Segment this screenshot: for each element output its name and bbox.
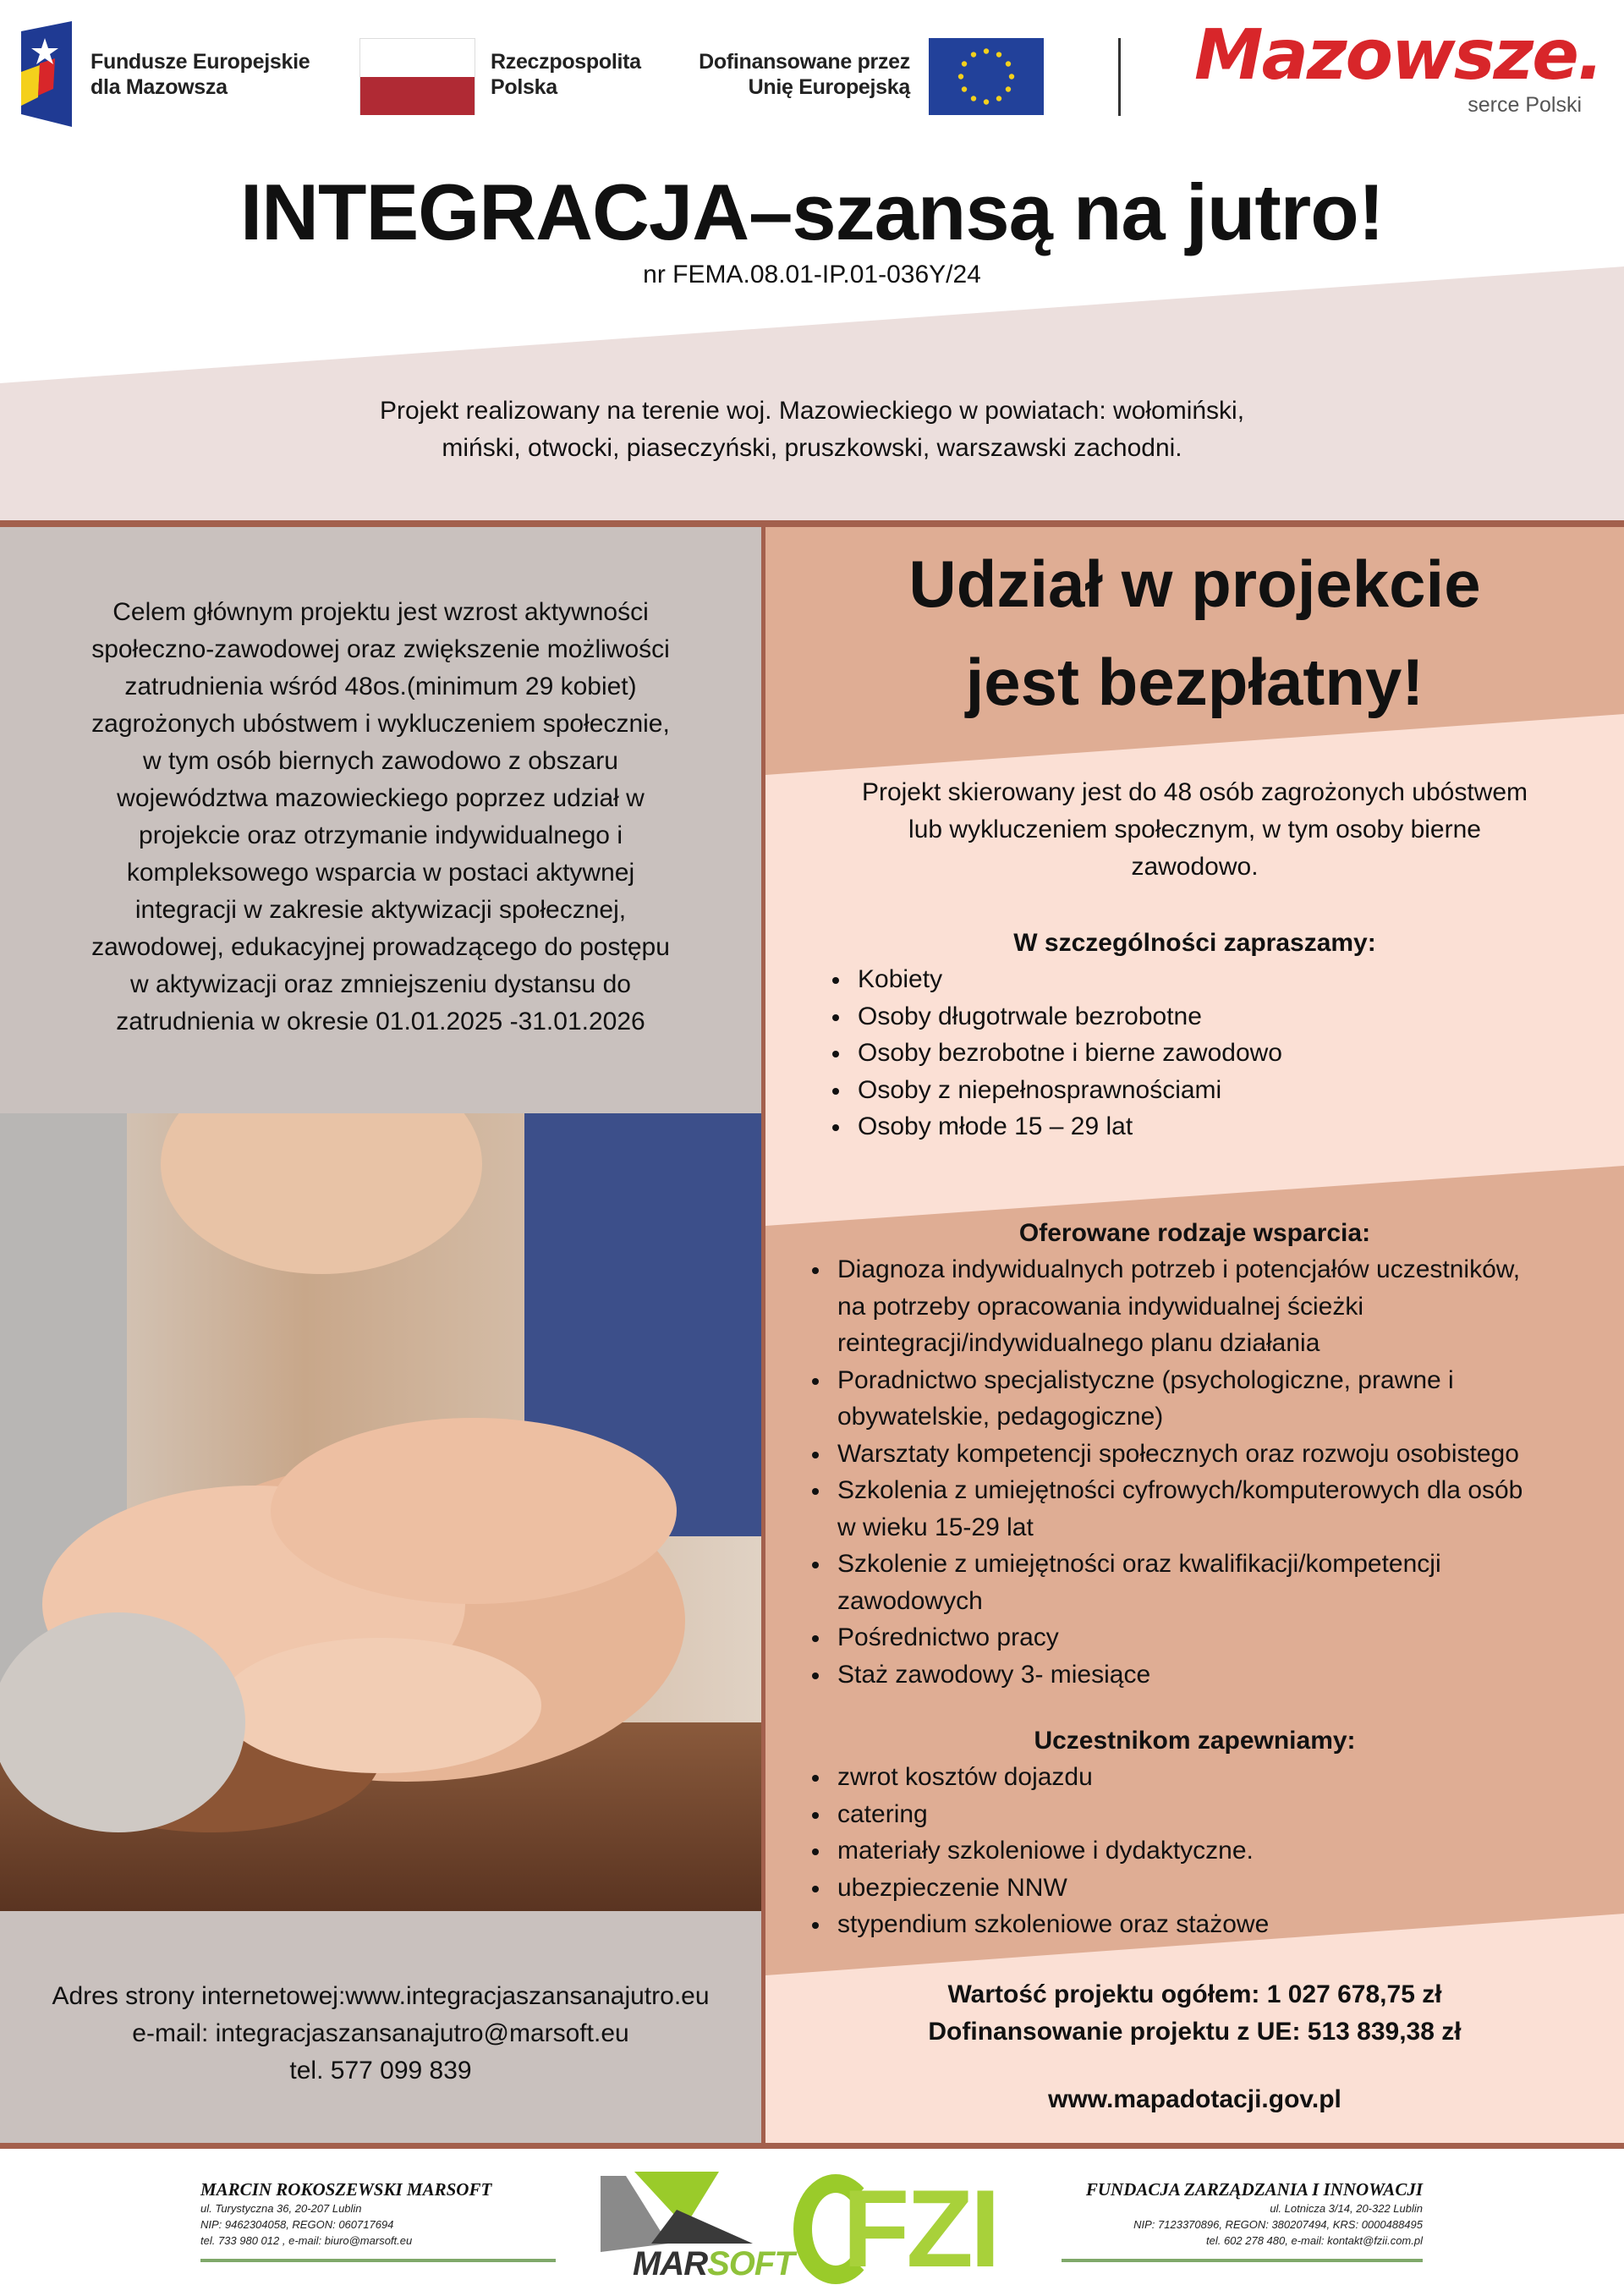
- fzi-phone-email: tel. 602 278 480, e-mail: kontakt@fzii.com.pl: [1206, 2234, 1423, 2247]
- goal-line: zatrudnienia w okresie 01.01.2025 -31.01.2026: [116, 1008, 645, 1035]
- pl-line: Polska: [491, 75, 557, 99]
- list-item: w wieku 15-29 lat: [837, 1513, 1034, 1541]
- area-text: Projekt realizowany na terenie woj. Mazowieckiego w powiatach: wołomiński,: [379, 397, 1245, 425]
- eu-star: [1006, 61, 1011, 66]
- list-item: zwrot kosztów dojazdu: [837, 1759, 1269, 1796]
- target-text: Projekt skierowany jest do 48 osób zagrożonych ubóstwem: [861, 778, 1528, 806]
- email-link[interactable]: e-mail: integracjaszansanajutro@marsoft.eu: [132, 2019, 629, 2047]
- eu-line: Dofinansowane przez: [699, 50, 910, 74]
- goal-line: integracji w zakresie aktywizacji społecznej,: [134, 896, 627, 924]
- marsoft-mark-icon: [601, 2159, 812, 2252]
- goal-line: województwa mazowieckiego poprzez udział w: [117, 784, 645, 812]
- project-value: Wartość projektu ogółem: 1 027 678,75 zł: [947, 1980, 1442, 2008]
- fe-logo-icon: [21, 21, 74, 127]
- list-item: Osoby z niepełnosprawnościami: [858, 1072, 1282, 1109]
- list-item: na potrzeby opracowania indywidualnej ścieżki: [837, 1292, 1364, 1321]
- list-item: Diagnoza indywidualnych potrzeb i potencjałów uczestników,: [837, 1251, 1522, 1288]
- goal-line: kompleksowego wsparcia w postaci aktywnej: [126, 859, 635, 887]
- eu-star: [984, 99, 989, 104]
- marsoft-address: ul. Turystyczna 36, 20-207 Lublin: [200, 2202, 362, 2215]
- eu-funding: Dofinansowanie projektu z UE: 513 839,38 zł: [928, 2018, 1462, 2046]
- list-item: Poradnictwo specjalistyczne (psychologiczne, prawne i: [837, 1362, 1522, 1399]
- free-heading: jest bezpłatny!: [965, 645, 1424, 719]
- divider-top: [0, 520, 1624, 527]
- target-text: zawodowo.: [1131, 853, 1259, 881]
- list-item: Osoby bezrobotne i bierne zawodowo: [858, 1035, 1282, 1072]
- list-item: ubezpieczenie NNW: [837, 1870, 1269, 1907]
- marsoft-logo: [601, 2159, 812, 2286]
- marsoft-logo-mar: MAR: [633, 2245, 708, 2282]
- pl-text: [491, 49, 641, 100]
- list-item: obywatelskie, pedagogiczne): [837, 1403, 1164, 1431]
- eu-text: [699, 49, 910, 100]
- list-item: Szkolenie z umiejętności oraz kwalifikacji/kompetencji: [837, 1546, 1522, 1583]
- pl-line: Rzeczpospolita: [491, 50, 641, 74]
- portal-link[interactable]: www.mapadotacji.gov.pl: [1048, 2085, 1341, 2113]
- fzi-address: ul. Lotnicza 3/14, 20-322 Lublin: [1270, 2202, 1423, 2215]
- eu-star: [984, 48, 989, 53]
- eu-star: [971, 52, 976, 57]
- fzi-logo-text: FZI: [842, 2167, 997, 2290]
- goal-line: zatrudnienia wśród 48os.(minimum 29 kobiet): [124, 673, 637, 700]
- green-rule: [1062, 2259, 1423, 2262]
- list-item: Staż zawodowy 3- miesiące: [837, 1656, 1522, 1694]
- fzi-ids: NIP: 7123370896, REGON: 380207494, KRS: 0000488495: [1133, 2218, 1423, 2231]
- list-item: zawodowych: [837, 1586, 983, 1615]
- support-heading: Oferowane rodzaje wsparcia:: [1018, 1219, 1371, 1247]
- phone-number: tel. 577 099 839: [289, 2057, 472, 2085]
- goal-text: [0, 594, 761, 1041]
- list-item: Pośrednictwo pracy: [837, 1619, 1522, 1656]
- eu-star: [971, 96, 976, 101]
- list-item: Szkolenia z umiejętności cyfrowych/komputerowych dla osób: [837, 1472, 1522, 1509]
- mazowsze-logo: Mazowsze.: [1194, 15, 1603, 96]
- eu-star: [962, 61, 967, 66]
- green-rule: [200, 2259, 556, 2262]
- goal-line: społeczno-zawodowej oraz zwiększenie możliwości: [91, 635, 670, 663]
- hands-photo: [0, 1113, 761, 1911]
- list-item: Osoby długotrwale bezrobotne: [858, 998, 1282, 1035]
- goal-line: w aktywizacji oraz zmniejszeniu dystansu do: [130, 970, 631, 998]
- page-title: INTEGRACJA–szansą na jutro!: [240, 168, 1384, 256]
- list-item: catering: [837, 1796, 1269, 1833]
- marsoft-ids: NIP: 9462304058, REGON: 060717694: [200, 2218, 394, 2231]
- eu-star: [1009, 74, 1014, 79]
- marsoft-logo-soft: SOFT: [707, 2245, 794, 2282]
- logo-divider: [1118, 38, 1121, 116]
- list-item: Osoby młode 15 – 29 lat: [858, 1108, 1282, 1145]
- goal-line: projekcie oraz otrzymanie indywidualnego i: [139, 821, 623, 849]
- marsoft-name: MARCIN ROKOSZEWSKI MARSOFT: [200, 2179, 492, 2200]
- eu-star: [996, 52, 1001, 57]
- eu-line: Unię Europejską: [748, 75, 910, 99]
- marsoft-contact: [200, 2179, 556, 2262]
- list-item: stypendium szkoleniowe oraz stażowe: [837, 1906, 1269, 1943]
- divider-bottom: [0, 2143, 1624, 2149]
- fzi-logo: [793, 2167, 1013, 2290]
- fzi-name: FUNDACJA ZARZĄDZANIA I INNOWACJI: [1085, 2179, 1423, 2200]
- list-item: Kobiety: [858, 961, 1282, 998]
- eu-star: [996, 96, 1001, 101]
- support-list: [837, 1251, 1522, 1693]
- provide-heading: Uczestnikom zapewniamy:: [1034, 1727, 1356, 1755]
- marsoft-phone-email: tel. 733 980 012 , e-mail: biuro@marsoft.eu: [200, 2234, 413, 2247]
- polish-flag-icon: [359, 38, 475, 115]
- eu-star: [1006, 86, 1011, 91]
- target-text: lub wykluczeniem społecznym, w tym osoby bierne: [908, 816, 1481, 843]
- area-band: [0, 254, 1624, 525]
- fe-logo-text: [91, 49, 310, 100]
- fe-line: Fundusze Europejskie: [91, 50, 310, 74]
- goal-line: Celem głównym projektu jest wzrost aktywności: [112, 598, 649, 626]
- invite-list: [858, 961, 1282, 1145]
- invite-heading: W szczególności zapraszamy:: [1013, 929, 1376, 957]
- website-link[interactable]: Adres strony internetowej:www.integracjaszansanajutro.eu: [52, 1982, 710, 2010]
- eu-star: [958, 74, 963, 79]
- goal-line: zawodowej, edukacyjnej prowadzącego do postępu: [91, 933, 670, 961]
- fe-line: dla Mazowsza: [91, 75, 228, 99]
- list-item: reintegracji/indywidualnego planu działania: [837, 1329, 1320, 1357]
- fzi-contact: [1062, 2179, 1423, 2262]
- goal-line: w tym osób biernych zawodowo z obszaru: [143, 747, 618, 775]
- provide-list: [837, 1759, 1269, 1943]
- goal-line: zagrożonych ubóstwem i wykluczeniem społecznie,: [91, 710, 670, 738]
- mazowsze-tagline: serce Polski: [1468, 93, 1582, 117]
- area-text: miński, otwocki, piaseczyński, pruszkowski, warszawski zachodni.: [442, 434, 1182, 462]
- project-number: nr FEMA.08.01-IP.01-036Y/24: [643, 261, 981, 288]
- eu-star: [962, 86, 967, 91]
- list-item: materiały szkoleniowe i dydaktyczne.: [837, 1832, 1269, 1870]
- free-heading: Udział w projekcie: [908, 547, 1481, 621]
- eu-flag-icon: [929, 38, 1044, 115]
- list-item: Warsztaty kompetencji społecznych oraz rozwoju osobistego: [837, 1436, 1522, 1473]
